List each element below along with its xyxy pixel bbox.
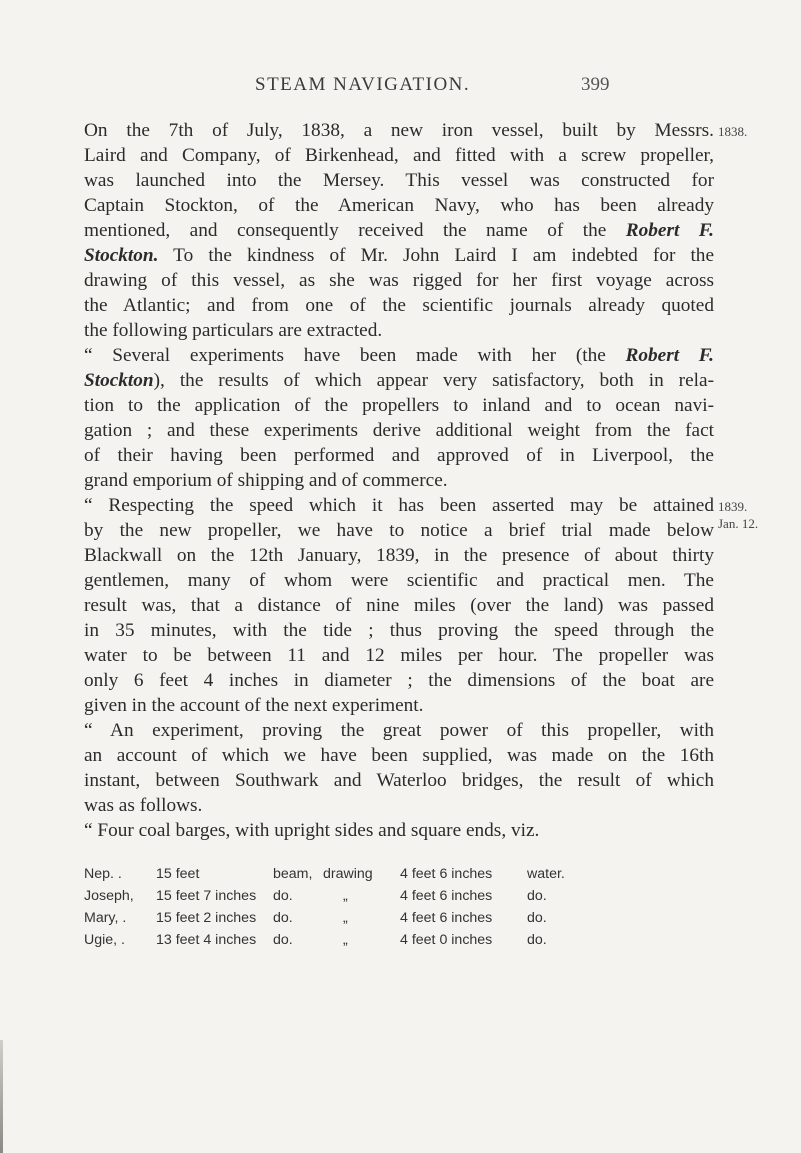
text-line: only 6 feet 4 inches in diameter ; the dimensions of the boat are	[84, 670, 714, 691]
table-row	[84, 863, 714, 885]
text-line: gation ; and these experiments derive additional weight from the fact	[84, 420, 714, 441]
text-line: Captain Stockton, of the American Navy, who has been already	[84, 195, 714, 216]
ship-name: Stockton	[84, 370, 154, 391]
barge-ditto-mark: „	[343, 888, 348, 904]
barge-ditto: do.	[527, 932, 547, 948]
text-line: result was, that a distance of nine miles (over the land) was passed	[84, 595, 714, 616]
table-row	[84, 907, 714, 929]
barge-draught: 4 feet 0 inches	[400, 932, 493, 948]
page-edge-shadow	[0, 1040, 3, 1153]
barge-ditto: do.	[527, 910, 547, 926]
text-line: of their having been performed and approved of in Liverpool, the	[84, 445, 714, 466]
ship-name: Robert F.	[625, 345, 714, 366]
text-line: Stockton. To the kindness of Mr. John Laird I am indebted for the	[84, 245, 714, 266]
table-row	[84, 929, 714, 951]
barge-ditto: do.	[273, 888, 293, 904]
barge-water-label: water.	[527, 866, 565, 882]
text-line: given in the account of the next experiment.	[84, 695, 424, 716]
page-number: 399	[581, 74, 610, 95]
text-line: “ Several experiments have been made with her (the Robert F.	[84, 345, 714, 366]
barge-beam: 13 feet 4 inches	[156, 932, 257, 948]
text-line: drawing of this vessel, as she was rigged for her first voyage across	[84, 270, 714, 291]
barge-beam: 15 feet 7 inches	[156, 888, 257, 904]
ship-name: Robert F.	[625, 220, 714, 241]
margin-note-date: Jan. 12.	[718, 516, 759, 531]
text-line: was as follows.	[84, 795, 203, 816]
text-line: grand emporium of shipping and of commerce.	[84, 470, 448, 491]
barge-name: Joseph,	[84, 888, 134, 904]
text-line: “ Four coal barges, with upright sides and square ends, viz.	[84, 820, 540, 841]
margin-note-year-1839: 1839.	[718, 499, 748, 514]
text-line: tion to the application of the propellers to inland and to ocean navi-	[84, 395, 714, 416]
text-line: was launched into the Mersey. This vessel was constructed for	[84, 170, 714, 191]
text-line: Stockton), the results of which appear very satisfactory, both in rela-	[84, 370, 714, 391]
barge-beam: 15 feet	[156, 866, 200, 882]
text-line: the following particulars are extracted.	[84, 320, 383, 341]
barge-drawing-label: drawing	[323, 866, 373, 882]
text-line: water to be between 11 and 12 miles per hour. The propeller was	[84, 645, 714, 666]
text-line: On the 7th of July, 1838, a new iron vessel, built by Messrs.	[84, 120, 714, 141]
table-row	[84, 885, 714, 907]
barge-name: Nep. .	[84, 866, 122, 882]
barge-ditto: do.	[527, 888, 547, 904]
barge-ditto: do.	[273, 932, 293, 948]
text-line: Laird and Company, of Birkenhead, and fitted with a screw propeller,	[84, 145, 714, 166]
running-title: STEAM NAVIGATION.	[255, 74, 471, 95]
barge-beam: 15 feet 2 inches	[156, 910, 257, 926]
text-line: “ Respecting the speed which it has been asserted may be attained	[84, 495, 714, 516]
text-line: “ An experiment, proving the great power of this propeller, with	[84, 720, 714, 741]
barge-ditto-mark: „	[343, 910, 348, 926]
text-line: the Atlantic; and from one of the scientific journals already quoted	[84, 295, 714, 316]
barge-table	[84, 863, 714, 951]
text-line: mentioned, and consequently received the name of the Robert F.	[84, 220, 714, 241]
text-line: instant, between Southwark and Waterloo bridges, the result of which	[84, 770, 714, 791]
barge-beam-label: beam,	[273, 866, 313, 882]
barge-draught: 4 feet 6 inches	[400, 888, 493, 904]
barge-draught: 4 feet 6 inches	[400, 866, 493, 882]
text-line: by the new propeller, we have to notice a brief trial made below	[84, 520, 714, 541]
text-line: gentlemen, many of whom were scientific and practical men. The	[84, 570, 714, 591]
barge-name: Ugie, .	[84, 932, 126, 948]
text-line: in 35 minutes, with the tide ; thus proving the speed through the	[84, 620, 714, 641]
page-header	[0, 74, 801, 100]
barge-ditto: do.	[273, 910, 293, 926]
barge-ditto-mark: „	[343, 932, 348, 948]
barge-name: Mary, .	[84, 910, 127, 926]
barge-draught: 4 feet 6 inches	[400, 910, 493, 926]
text-line: Blackwall on the 12th January, 1839, in the presence of about thirty	[84, 545, 714, 566]
body-text	[84, 118, 714, 843]
ship-name: Stockton.	[84, 245, 159, 266]
margin-note-year-1838: 1838.	[718, 124, 748, 139]
text-line: an account of which we have been supplied, was made on the 16th	[84, 745, 714, 766]
